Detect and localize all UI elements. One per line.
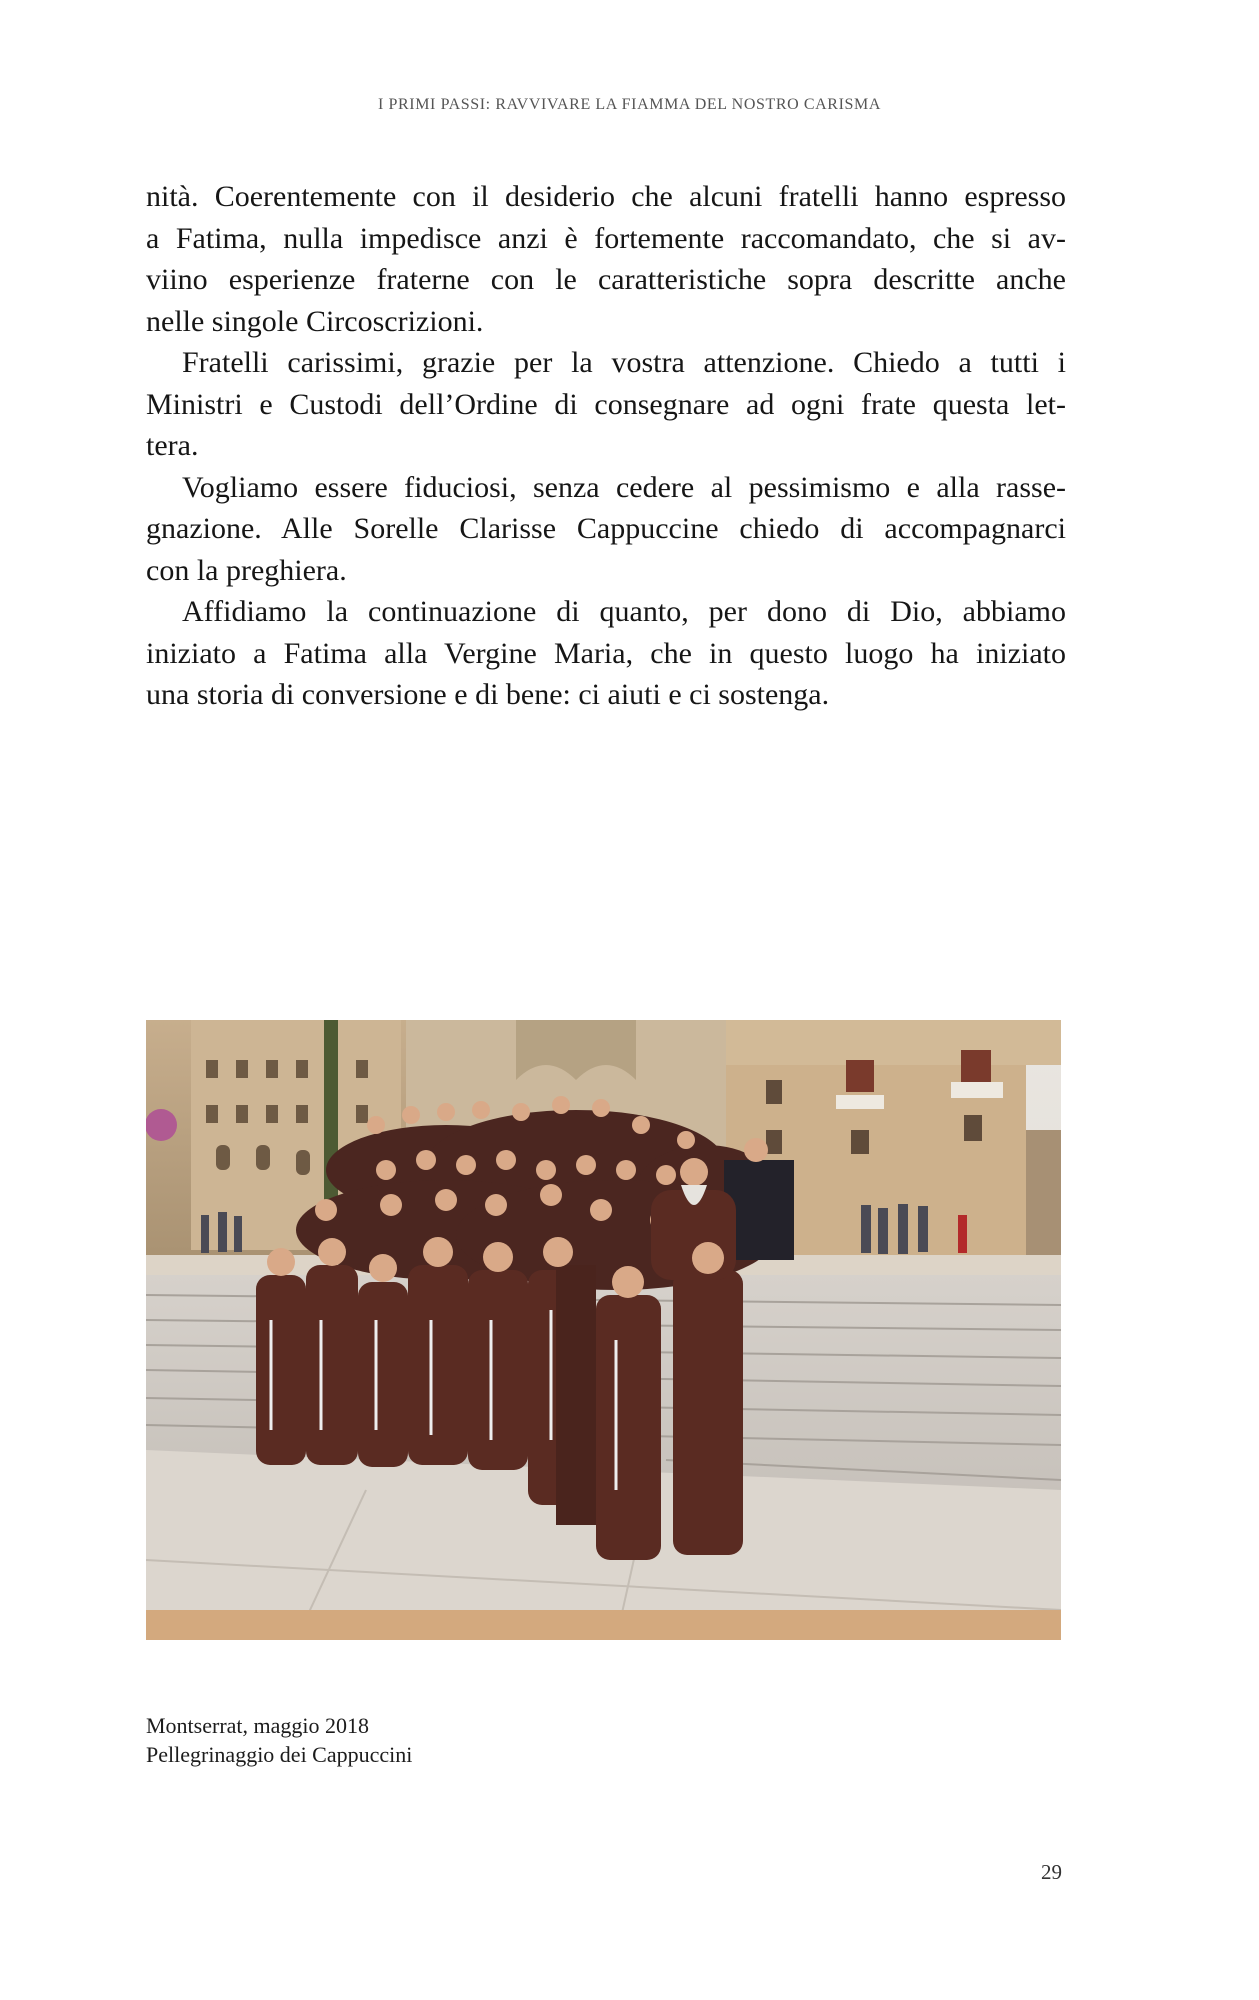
text-line: viino esperienze fraterne con le caratteristiche sopra descritte anche [146,263,1066,296]
paragraph-3-end [146,550,1066,592]
paragraph-1-end [146,301,1066,343]
text-line: con la preghiera. [146,553,347,587]
paragraph-2 [146,342,1066,425]
page-number: 29 [1041,1860,1062,1884]
body-text [146,176,1066,716]
paragraph-1 [146,176,1066,301]
text-line: nelle singole Circoscrizioni. [146,304,484,338]
text-line: a Fatima, nulla impedisce anzi è fortemente raccomandato, che si av- [146,221,1066,255]
text-line: nità. Coerentemente con il desiderio che alcuni fratelli hanno espresso [146,180,1066,213]
running-header: I PRIMI PASSI: RAVVIVARE LA FIAMMA DEL NOSTRO CARISMA [377,96,881,113]
paragraph-3 [146,467,1066,550]
text-line: iniziato a Fatima alla Vergine Maria, che in questo luogo ha iniziato [146,636,1066,670]
text-line: Vogliamo essere fiduciosi, senza cedere al pessimismo e alla rasse- [182,470,1066,504]
caption-place-date: Montserrat, maggio 2018 [146,1713,370,1738]
text-line: una storia di conversione e di bene: ci aiuti e ci sostenga. [146,678,830,711]
text-line: Affidiamo la continuazione di quanto, per dono di Dio, abbiamo [182,595,1066,628]
caption-description: Pellegrinaggio dei Cappuccini [146,1742,413,1767]
paragraph-4 [146,591,1066,674]
text-line: tera. [146,429,199,462]
paragraph-2-end [146,425,1066,467]
text-line: Fratelli carissimi, grazie per la vostra attenzione. Chiedo a tutti i [182,346,1066,379]
group-photo [146,1020,1061,1640]
photo-caption [146,1711,412,1769]
text-line: gnazione. Alle Sorelle Clarisse Cappuccine chiedo di accompagnarci [146,512,1066,545]
text-line: Ministri e Custodi dell’Ordine di consegnare ad ogni frate questa let- [146,387,1066,421]
paragraph-4-end [146,674,1066,716]
